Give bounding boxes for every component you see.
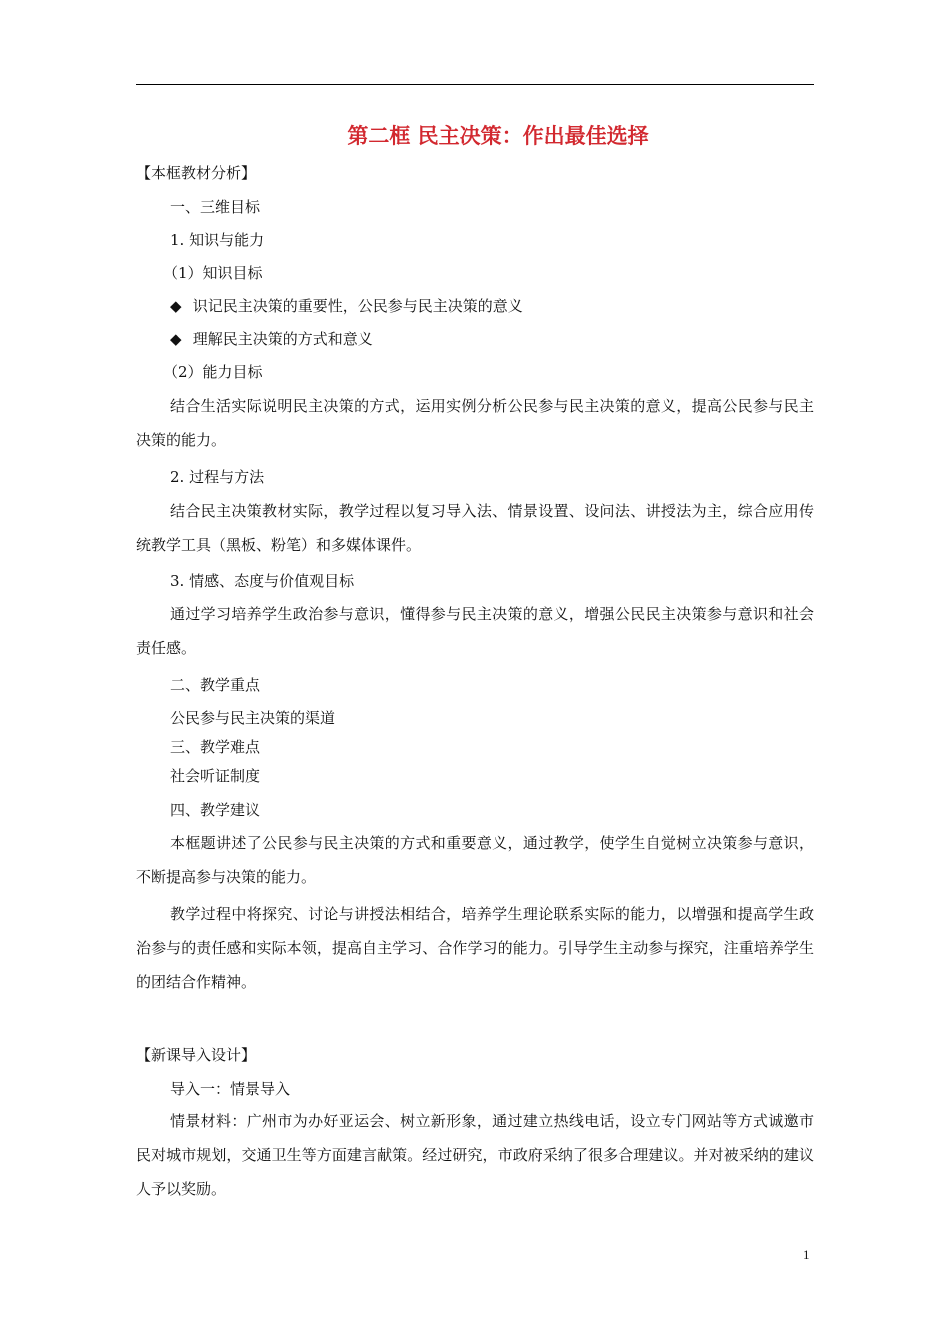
- knowledge-heading: 1. 知识与能力: [170, 231, 265, 249]
- difficulty-text: 社会听证制度: [170, 767, 261, 785]
- process-heading: 2. 过程与方法: [170, 468, 265, 486]
- page-title: 第二框 民主决策：作出最佳选择: [347, 123, 649, 148]
- process-paragraph: 结合民主决策教材实际，教学过程以复习导入法、情景设置、设问法、讲授法为主，综合应用传统教学工具（黑板、粉笔）和多媒体课件。: [136, 502, 814, 554]
- suggestion-paragraph-2: 教学过程中将探究、讨论与讲授法相结合，培养学生理论联系实际的能力，以增强和提高学生政治参与的责任感和实际本领，提高自主学习、合作学习的能力。引导学生主动参与探究，注重培养学生的团结合作精神。: [136, 905, 814, 991]
- emotion-heading: 3. 情感、态度与价值观目标: [170, 572, 355, 590]
- key-point-text: 公民参与民主决策的渠道: [170, 709, 336, 727]
- bullet-item-1-text: 识记民主决策的重要性，公民参与民主决策的意义: [192, 297, 523, 315]
- bullet-item-1: [170, 295, 523, 317]
- ability-target-heading: （2）能力目标: [163, 363, 263, 381]
- section-heading-analysis: 【本框教材分析】: [136, 164, 257, 182]
- suggestion-heading: 四、教学建议: [170, 801, 261, 819]
- knowledge-target-heading: （1）知识目标: [163, 264, 263, 282]
- page-number: 1: [803, 1247, 810, 1262]
- diamond-bullet-icon: ◆: [170, 297, 182, 315]
- bullet-item-2: [170, 328, 373, 350]
- diamond-bullet-icon: ◆: [170, 330, 182, 348]
- intro-heading: 导入一：情景导入: [170, 1080, 291, 1098]
- bullet-item-2-text: 理解民主决策的方式和意义: [192, 330, 373, 348]
- suggestion-paragraph-1: 本框题讲述了公民参与民主决策的方式和重要意义，通过教学，使学生自觉树立决策参与意识，不断提高参与决策的能力。: [136, 834, 814, 886]
- ability-paragraph: 结合生活实际说明民主决策的方式，运用实例分析公民参与民主决策的意义，提高公民参与民主决策的能力。: [136, 397, 814, 449]
- header-rule: [136, 84, 814, 85]
- section-heading-intro-design: 【新课导入设计】: [136, 1046, 257, 1064]
- emotion-paragraph: 通过学习培养学生政治参与意识，懂得参与民主决策的意义，增强公民民主决策参与意识和社会责任感。: [136, 605, 814, 657]
- goals-heading: 一、三维目标: [170, 198, 261, 216]
- key-point-heading: 二、教学重点: [170, 676, 261, 694]
- difficulty-heading: 三、教学难点: [170, 738, 261, 756]
- intro-paragraph: 情景材料：广州市为办好亚运会、树立新形象，通过建立热线电话，设立专门网站等方式诚邀市民对城市规划，交通卫生等方面建言献策。经过研究，市政府采纳了很多合理建议。并对被采纳的建议人予以奖励。: [136, 1112, 814, 1198]
